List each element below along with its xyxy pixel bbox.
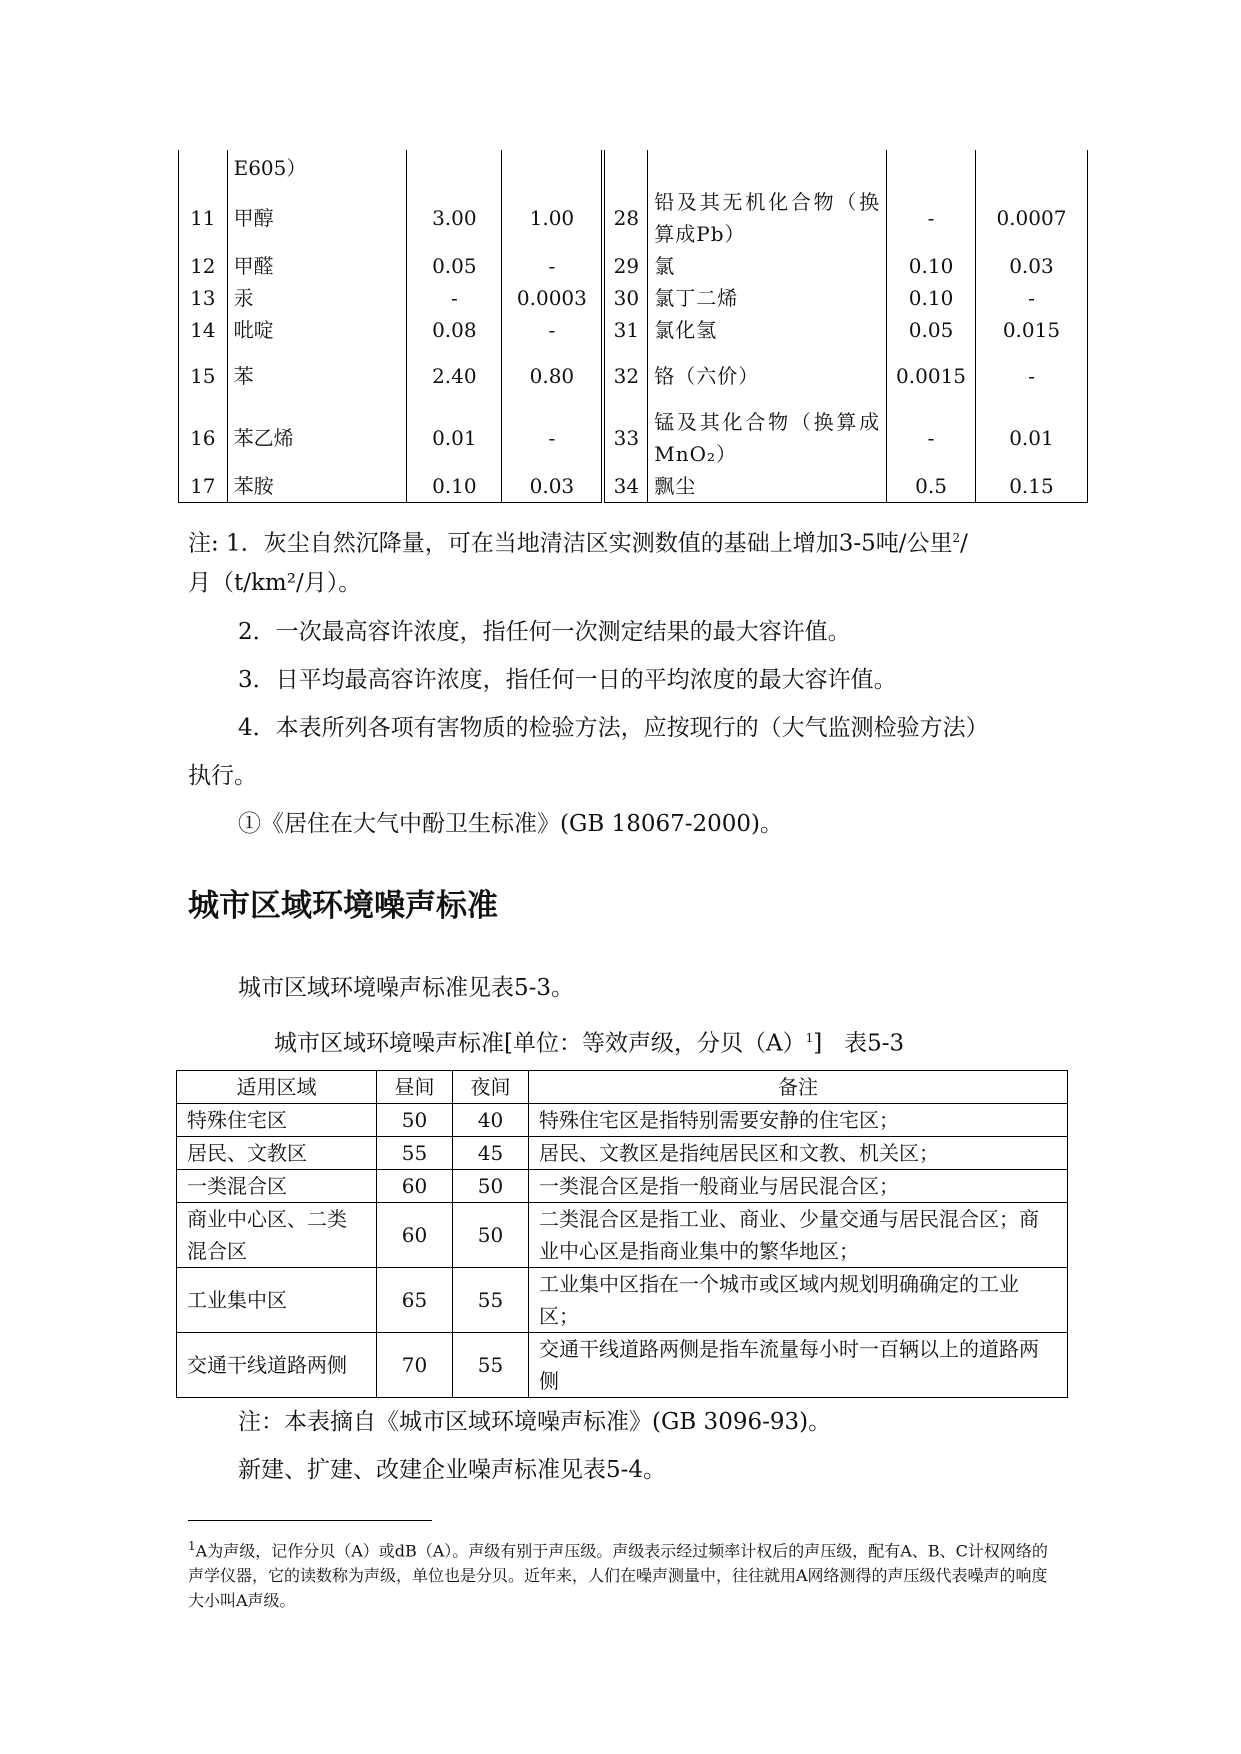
row-number-right: 33: [603, 406, 647, 470]
note-3: 3．日平均最高容许浓度，指任何一日的平均浓度的最大容许值。: [238, 667, 897, 693]
note-4: 4．本表所列各项有害物质的检验方法，应按现行的（大气监测检验方法）: [238, 715, 989, 741]
substance-name-left: E605）: [227, 150, 407, 186]
day-level-cell: 60: [377, 1203, 453, 1268]
max-once-right: 0.10: [887, 250, 976, 282]
day-level-cell: 70: [377, 1333, 453, 1398]
daily-avg-left: 0.80: [502, 346, 603, 406]
max-once-left: 0.01: [407, 406, 502, 470]
daily-avg-right: -: [975, 346, 1087, 406]
substance-name-left: 甲醛: [227, 250, 407, 282]
table-row: [179, 250, 1088, 282]
note-1-cont: 月（t/km²/月）。: [188, 570, 362, 596]
header-remark: 备注: [529, 1071, 1068, 1104]
table-row: [177, 1170, 1068, 1203]
substance-name-left: 苯: [227, 346, 407, 406]
daily-avg-right: 0.03: [975, 250, 1087, 282]
substance-name-right: 氯丁二烯: [648, 282, 887, 314]
next-table-reference: 新建、扩建、改建企业噪声标准见表5-4。: [238, 1457, 667, 1483]
substance-name-right: 氯: [648, 250, 887, 282]
night-level-cell: 45: [453, 1137, 529, 1170]
row-number-left: [179, 150, 228, 186]
daily-avg-left: 1.00: [502, 186, 603, 250]
substance-name-left: 吡啶: [227, 314, 407, 346]
substance-name-right: 锰及其化合物（换算成MnO₂）: [648, 406, 887, 470]
daily-avg-left: 0.0003: [502, 282, 603, 314]
table-row: [179, 150, 1088, 186]
daily-avg-right: 0.0007: [975, 186, 1087, 250]
area-cell: 居民、文教区: [177, 1137, 377, 1170]
table-row: [177, 1268, 1068, 1333]
pollutant-table-body: [179, 150, 1088, 503]
area-cell: 商业中心区、二类混合区: [177, 1203, 377, 1268]
table-row: [179, 186, 1088, 250]
row-number-right: 31: [603, 314, 647, 346]
max-once-left: 0.08: [407, 314, 502, 346]
noise-table-body: [177, 1104, 1068, 1398]
day-level-cell: 60: [377, 1170, 453, 1203]
remark-cell: 一类混合区是指一般商业与居民混合区；: [529, 1170, 1068, 1203]
header-area: 适用区域: [177, 1071, 377, 1104]
row-number-right: 28: [603, 186, 647, 250]
remark-cell: 居民、文教区是指纯居民区和文教、机关区；: [529, 1137, 1068, 1170]
header-night: 夜间: [453, 1071, 529, 1104]
substance-name-left: 苯胺: [227, 470, 407, 503]
substance-name-right: 氯化氢: [648, 314, 887, 346]
table-row: [177, 1137, 1068, 1170]
row-number-left: 14: [179, 314, 228, 346]
footnote: $^1$A为声级，记作分贝（A）或dB（A）。声级有别于声压级。声级表示经过频率计权后的声压级，配有A、B、C计权网络的声学仪器，它的读数称为声级，单位也是分贝。近年来，人们在噪声测量中，往往就用A网络测得的声压级代表噪声的响度大小叫A声级。: [188, 1539, 1048, 1611]
max-once-right: [887, 150, 976, 186]
row-number-right: 29: [603, 250, 647, 282]
remark-cell: 二类混合区是指工业、商业、少量交通与居民混合区；商业中心区是指商业集中的繁华地区；: [529, 1203, 1068, 1268]
daily-avg-left: -: [502, 314, 603, 346]
row-number-left: 16: [179, 406, 228, 470]
max-once-left: 0.10: [407, 470, 502, 503]
remark-cell: 工业集中区指在一个城市或区域内规划明确确定的工业区；: [529, 1268, 1068, 1333]
section-intro: 城市区域环境噪声标准见表5-3。: [238, 975, 575, 1001]
max-once-right: -: [887, 406, 976, 470]
max-once-right: 0.05: [887, 314, 976, 346]
daily-avg-right: 0.015: [975, 314, 1087, 346]
note-2: 2．一次最高容许浓度，指任何一次测定结果的最大容许值。: [238, 619, 851, 645]
row-number-left: 11: [179, 186, 228, 250]
day-level-cell: 50: [377, 1104, 453, 1137]
max-once-right: 0.5: [887, 470, 976, 503]
row-number-right: 34: [603, 470, 647, 503]
header-day: 昼间: [377, 1071, 453, 1104]
daily-avg-left: -: [502, 406, 603, 470]
substance-name-right: [648, 150, 887, 186]
max-once-left: 2.40: [407, 346, 502, 406]
substance-name-right: 铅及其无机化合物（换算成Pb）: [648, 186, 887, 250]
row-number-left: 17: [179, 470, 228, 503]
pollutant-table: [178, 150, 1088, 503]
daily-avg-left: 0.03: [502, 470, 603, 503]
night-level-cell: 55: [453, 1333, 529, 1398]
night-level-cell: 40: [453, 1104, 529, 1137]
night-level-cell: 55: [453, 1268, 529, 1333]
table-row: [177, 1333, 1068, 1398]
day-level-cell: 65: [377, 1268, 453, 1333]
daily-avg-right: 0.15: [975, 470, 1087, 503]
row-number-right: 32: [603, 346, 647, 406]
max-once-right: -: [887, 186, 976, 250]
substance-name-left: 汞: [227, 282, 407, 314]
max-once-left: 3.00: [407, 186, 502, 250]
remark-cell: 特殊住宅区是指特别需要安静的住宅区；: [529, 1104, 1068, 1137]
night-level-cell: 50: [453, 1170, 529, 1203]
area-cell: 特殊住宅区: [177, 1104, 377, 1137]
noise-standard-table: [176, 1070, 1068, 1398]
table-source-note: 注：本表摘自《城市区域环境噪声标准》(GB 3096-93)。: [238, 1409, 832, 1435]
table-row: [179, 282, 1088, 314]
table-row: [177, 1203, 1068, 1268]
day-level-cell: 55: [377, 1137, 453, 1170]
note-1: 注: 1．灰尘自然沉降量，可在当地清洁区实测数值的基础上增加3-5吨/公里$^2$/: [188, 530, 968, 557]
daily-avg-left: -: [502, 250, 603, 282]
area-cell: 交通干线道路两侧: [177, 1333, 377, 1398]
row-number-right: 30: [603, 282, 647, 314]
table-row: [179, 314, 1088, 346]
max-once-right: 0.0015: [887, 346, 976, 406]
substance-name-left: 苯乙烯: [227, 406, 407, 470]
table-row: [177, 1104, 1068, 1137]
max-once-left: -: [407, 282, 502, 314]
table-caption: 城市区域环境噪声标准[单位：等效声级，分贝$(A)^1$] 表5-3: [274, 1030, 905, 1057]
row-number-left: 12: [179, 250, 228, 282]
substance-name-left: 甲醇: [227, 186, 407, 250]
area-cell: 工业集中区: [177, 1268, 377, 1333]
table-row: [179, 346, 1088, 406]
row-number-right: [603, 150, 647, 186]
table-row: [179, 470, 1088, 503]
section-heading: 城市区域环境噪声标准: [188, 888, 498, 924]
footnote-divider: [188, 1520, 432, 1521]
daily-avg-right: 0.01: [975, 406, 1087, 470]
max-once-right: 0.10: [887, 282, 976, 314]
table-header-row: [177, 1071, 1068, 1104]
daily-avg-left: [502, 150, 603, 186]
area-cell: 一类混合区: [177, 1170, 377, 1203]
row-number-left: 15: [179, 346, 228, 406]
night-level-cell: 50: [453, 1203, 529, 1268]
substance-name-right: 铬（六价）: [648, 346, 887, 406]
max-once-left: 0.05: [407, 250, 502, 282]
max-once-left: [407, 150, 502, 186]
note-4-cont: 执行。: [188, 763, 257, 789]
daily-avg-right: [975, 150, 1087, 186]
note-5: ①《居住在大气中酚卫生标准》(GB 18067-2000)。: [238, 811, 784, 837]
row-number-left: 13: [179, 282, 228, 314]
remark-cell: 交通干线道路两侧是指车流量每小时一百辆以上的道路两侧: [529, 1333, 1068, 1398]
daily-avg-right: -: [975, 282, 1087, 314]
substance-name-right: 飘尘: [648, 470, 887, 503]
table-row: [179, 406, 1088, 470]
